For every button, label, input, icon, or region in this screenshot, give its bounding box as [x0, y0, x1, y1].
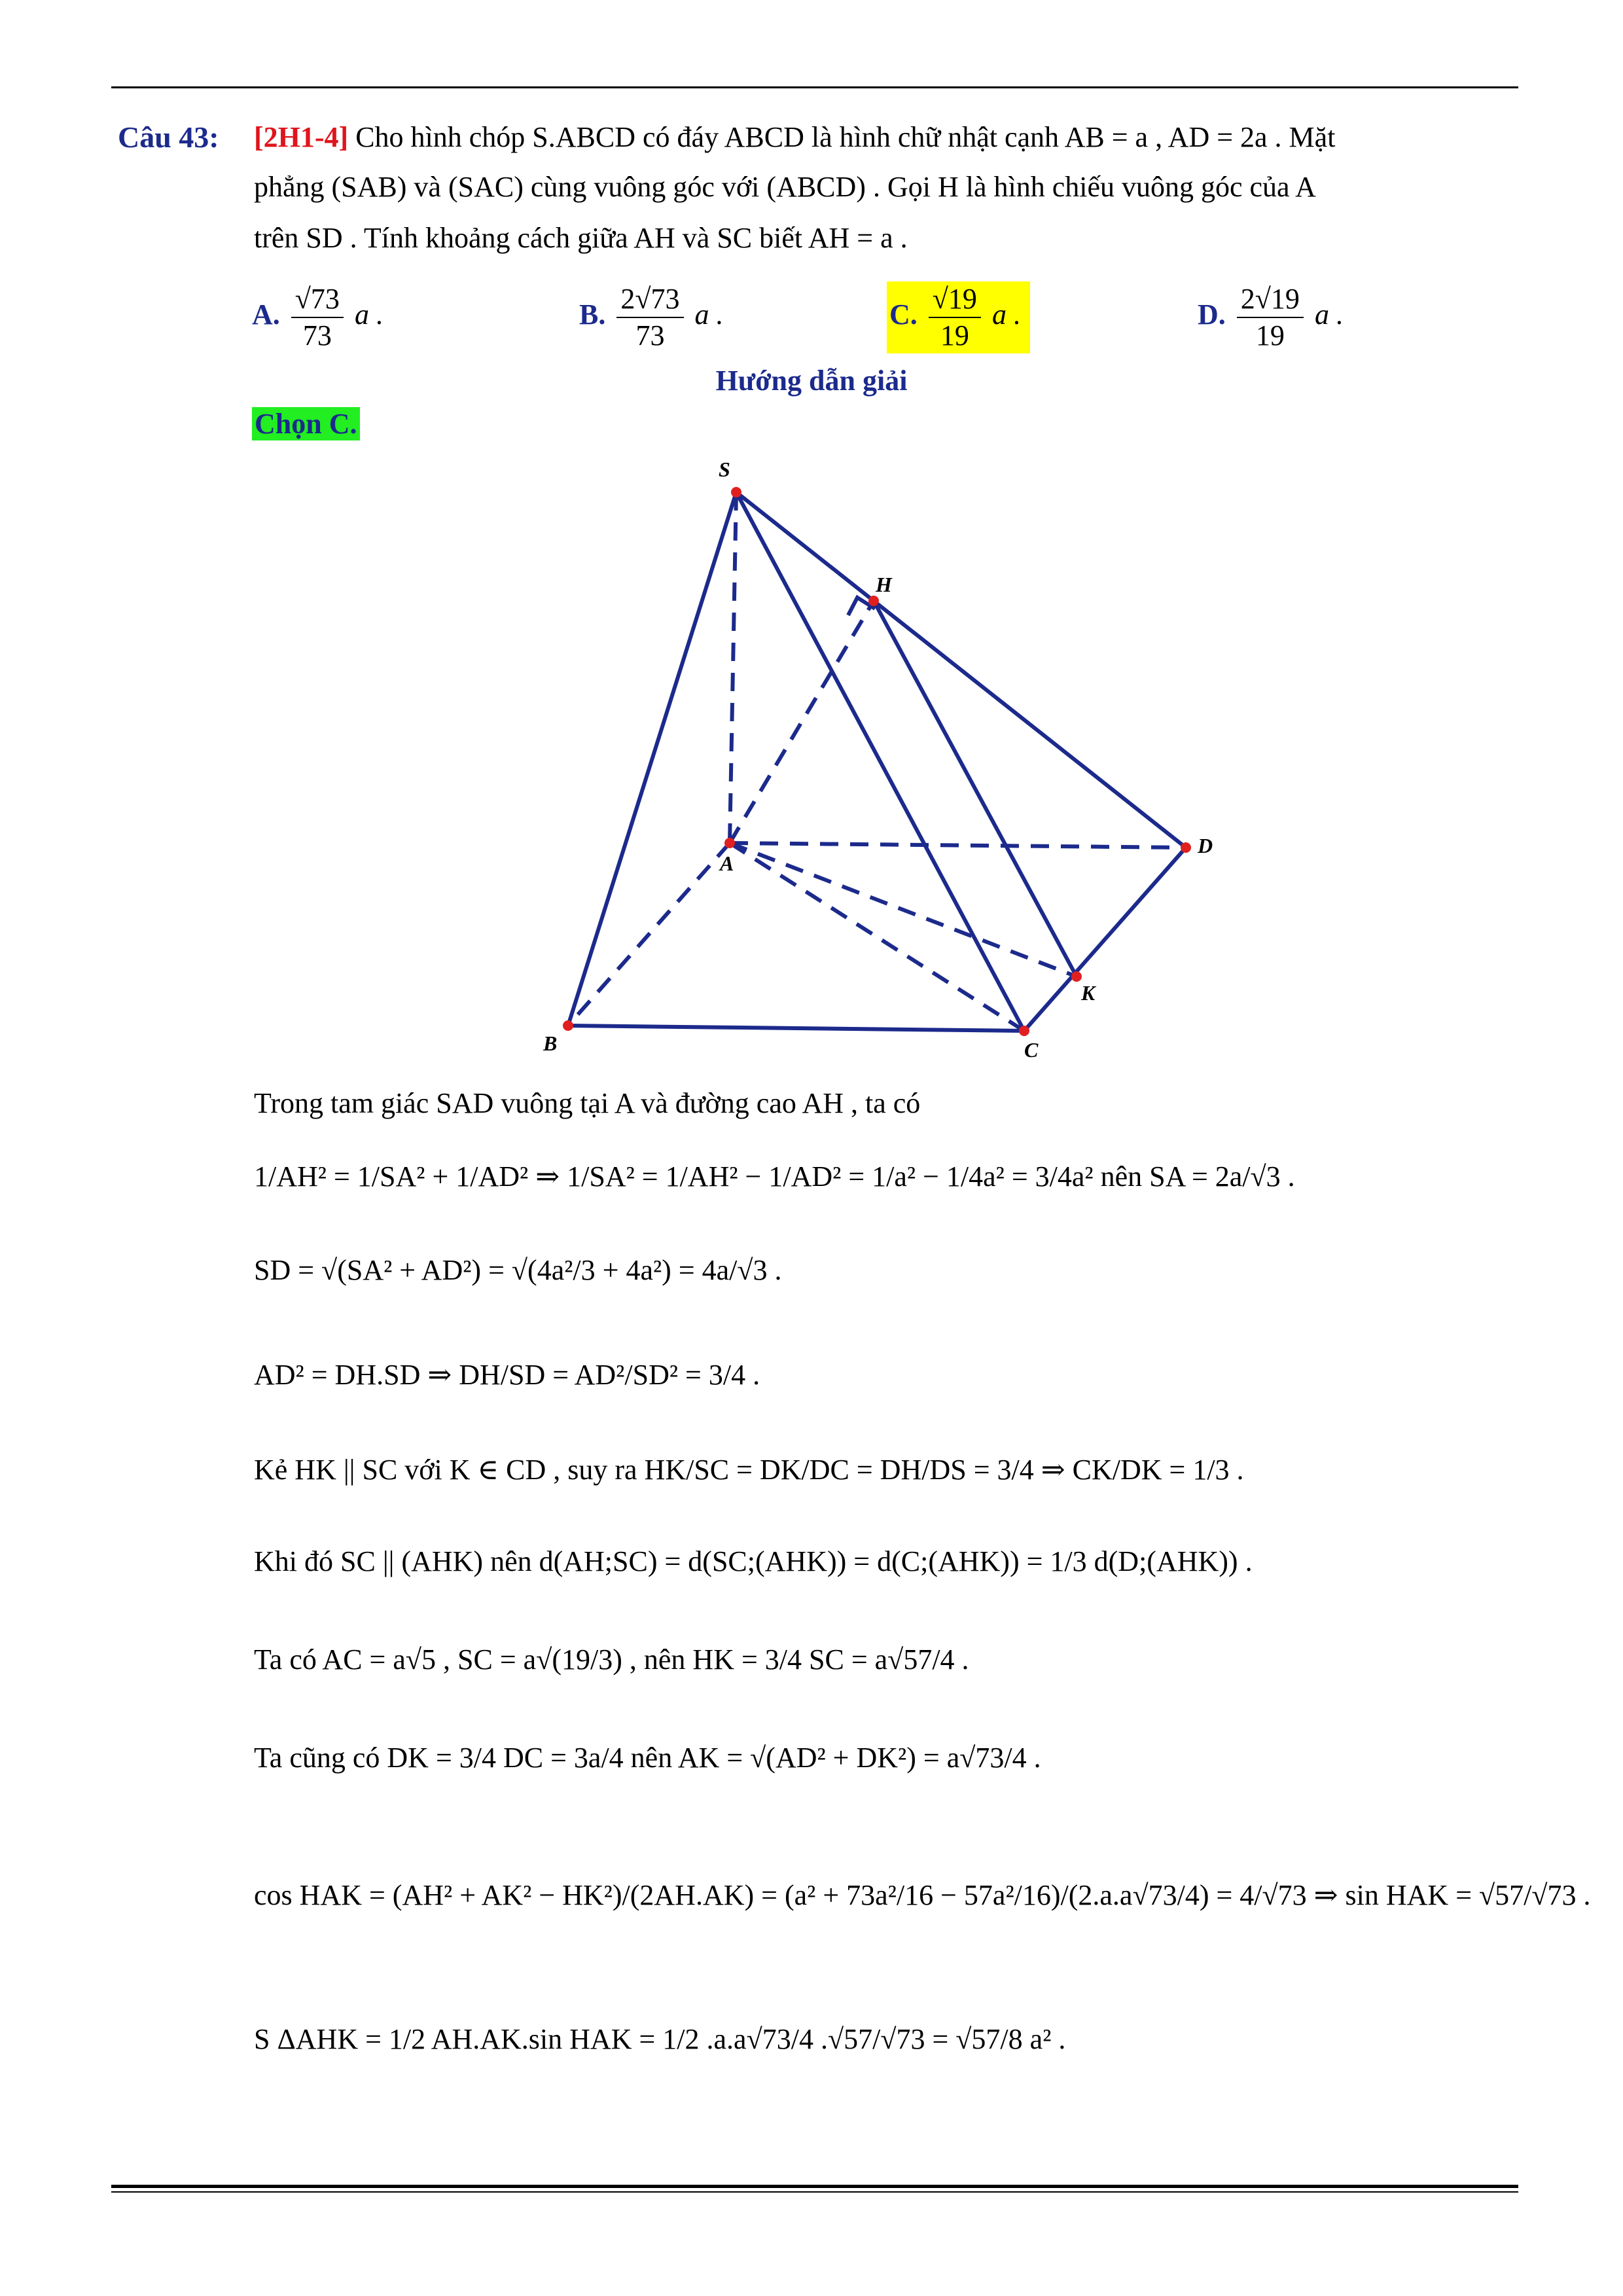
point-s — [731, 487, 741, 497]
label-b: B — [543, 1031, 558, 1055]
solution-line-6: Khi đó SC || (AHK) nên d(AH;SC) = d(SC;(AHK)) = d(C;(AHK)) = 1/3 d(D;(AHK)) . — [254, 1545, 1253, 1577]
solution-heading: Hướng dẫn giải — [715, 365, 908, 397]
solution-line-2: 1/AH² = 1/SA² + 1/AD² ⇒ 1/SA² = 1/AH² − 1/AD² = 1/a² − 1/4a² = 3/4a² nên SA = 2a/√3 . — [254, 1160, 1295, 1193]
solution-line-7: Ta có AC = a√5 , SC = a√(19/3) , nên HK = 3/4 SC = a√57/4 . — [254, 1643, 969, 1676]
option-a[interactable]: A. $\frac{√73}{73}$ a . — [252, 283, 383, 351]
point-h — [868, 596, 879, 606]
bottom-rule-thick — [111, 2185, 1518, 2188]
solution-line-8: Ta cũng có DK = 3/4 DC = 3a/4 nên AK = √(AD² + DK²) = a√73/4 . — [254, 1742, 1041, 1774]
bottom-rule-thin — [111, 2191, 1518, 2193]
segment-ah — [730, 601, 874, 843]
label-c: C — [1024, 1038, 1039, 1062]
solution-line-10: S ΔAHK = 1/2 AH.AK.sin HAK = 1/2 .a.a√73/4 .√57/√73 = √57/8 a² . — [254, 2023, 1066, 2055]
point-k — [1071, 971, 1082, 982]
point-b — [563, 1020, 573, 1031]
point-d — [1181, 842, 1191, 853]
label-h: H — [876, 573, 892, 596]
edge-sb — [568, 492, 736, 1026]
label-d: D — [1198, 834, 1213, 857]
label-s: S — [719, 457, 730, 481]
edge-ad — [730, 843, 1186, 848]
vertices — [563, 487, 1191, 1036]
edge-ab — [568, 843, 730, 1026]
point-a — [724, 838, 735, 848]
option-b[interactable]: B. $\frac{2√73}{73}$ a . — [579, 283, 724, 351]
option-c[interactable]: C. $\frac{√19}{19}$ a . — [887, 281, 1030, 353]
pyramid-figure — [0, 0, 1623, 1113]
question-line-3: trên SD . Tính khoảng cách giữa AH và SC biết AH = a . — [254, 222, 908, 254]
option-d[interactable]: D. $\frac{2√19}{19}$ a . — [1198, 283, 1344, 351]
solution-line-5: Kẻ HK || SC với K ∈ CD , suy ra HK/SC = DK/DC = DH/DS = 3/4 ⇒ CK/DK = 1/3 . — [254, 1454, 1244, 1486]
edge-bc — [568, 1026, 1024, 1031]
edge-sa — [730, 492, 736, 843]
chosen-answer: Chọn C. — [252, 407, 360, 440]
solution-line-1: Trong tam giác SAD vuông tại A và đường cao AH , ta có — [254, 1087, 921, 1119]
solution-line-4: AD² = DH.SD ⇒ DH/SD = AD²/SD² = 3/4 . — [254, 1359, 760, 1391]
edge-ac — [730, 843, 1024, 1031]
point-c — [1019, 1026, 1029, 1036]
question-label: Câu 43: — [118, 120, 219, 154]
solution-line-3: SD = √(SA² + AD²) = √(4a²/3 + 4a²) = 4a/√3 . — [254, 1254, 782, 1286]
label-k: K — [1081, 981, 1096, 1005]
segment-hk — [874, 601, 1077, 977]
label-a: A — [720, 852, 734, 875]
edge-sd — [736, 492, 1186, 848]
segment-ak — [730, 843, 1077, 977]
solution-line-9: cos HAK = (AH² + AK² − HK²)/(2AH.AK) = (a² + 73a²/16 − 57a²/16)/(2.a.a√73/4) = 4/√73 ⇒ sin HAK = √57/√73 . — [254, 1879, 1591, 1911]
question-text-1: Cho hình chóp S.ABCD có đáy ABCD là hình chữ nhật cạnh AB = a , AD = 2a . Mặt — [355, 121, 1336, 153]
question-tag: [2H1-4] — [254, 121, 349, 153]
question-line-2: phẳng (SAB) và (SAC) cùng vuông góc với (ABCD) . Gọi H là hình chiếu vuông góc của A — [254, 171, 1316, 203]
edge-cd — [1024, 848, 1186, 1031]
